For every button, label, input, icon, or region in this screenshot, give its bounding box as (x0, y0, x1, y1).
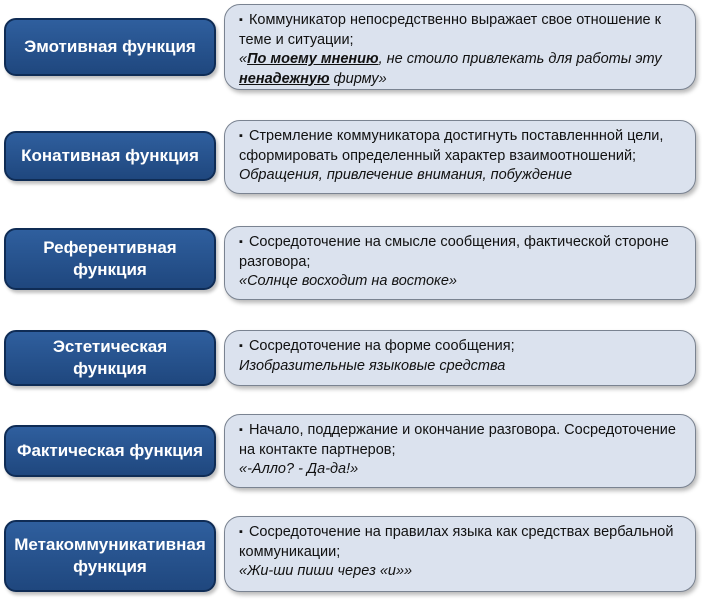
function-description-referential (224, 226, 696, 300)
function-description-phatic (224, 414, 696, 488)
function-name: Фактическая функция (16, 441, 204, 460)
description-text: Стремление коммуникатора достигнуть поставленнной цели, сформировать определенный характер взаимоотношений; (239, 128, 664, 164)
example-text: «-Алло? - Да-да!» (239, 461, 359, 477)
function-description-emotive (224, 4, 696, 90)
function-label-conative (4, 131, 216, 181)
function-label-referential (4, 228, 216, 290)
function-description-metacommunicative (224, 516, 696, 592)
description-text: Сосредоточение на форме сообщения; (248, 338, 515, 354)
function-label-metacommunicative (4, 520, 216, 592)
example-text: «Солнце восходит на востоке» (239, 273, 457, 289)
example-text: «Жи-ши пиши через «и»» (239, 563, 413, 579)
example-text: Изобразительные языковые средства (239, 357, 506, 374)
bullet-icon: ▪ (239, 236, 243, 248)
example-text: Обращения, привлечение внимания, побуждение (239, 167, 573, 183)
function-label-phatic (4, 425, 216, 477)
description-text: Коммуникатор непосредственно выражает свое отношение к теме и ситуации; (239, 12, 661, 48)
description-text: Сосредоточение на смысле сообщения, фактической стороне разговора; (239, 234, 669, 270)
function-label-emotive (4, 18, 216, 76)
function-name: Эмотивная функция (24, 37, 196, 56)
function-name: Референтивная функция (43, 238, 177, 279)
function-name: Конативная функция (21, 146, 199, 165)
function-name: Метакоммуникативная функция (14, 535, 206, 576)
function-description-conative (224, 120, 696, 194)
bullet-icon: ▪ (239, 424, 243, 436)
bullet-icon: ▪ (239, 14, 243, 26)
bullet-icon: ▪ (239, 130, 243, 142)
function-description-aesthetic (224, 330, 696, 386)
function-label-aesthetic (4, 330, 216, 386)
example-text: «По моему мнению, не стоило привлекать для работы эту ненадежную фирму» (239, 51, 662, 87)
function-name: Эстетическая функция (52, 337, 168, 378)
description-text: Сосредоточение на правилах языка как средствах вербальной коммуникации; (239, 524, 674, 560)
description-text: Начало, поддержание и окончание разговора. Сосредоточение на контакте партнеров; (239, 422, 676, 458)
bullet-icon: ▪ (239, 340, 243, 352)
bullet-icon: ▪ (239, 526, 243, 538)
